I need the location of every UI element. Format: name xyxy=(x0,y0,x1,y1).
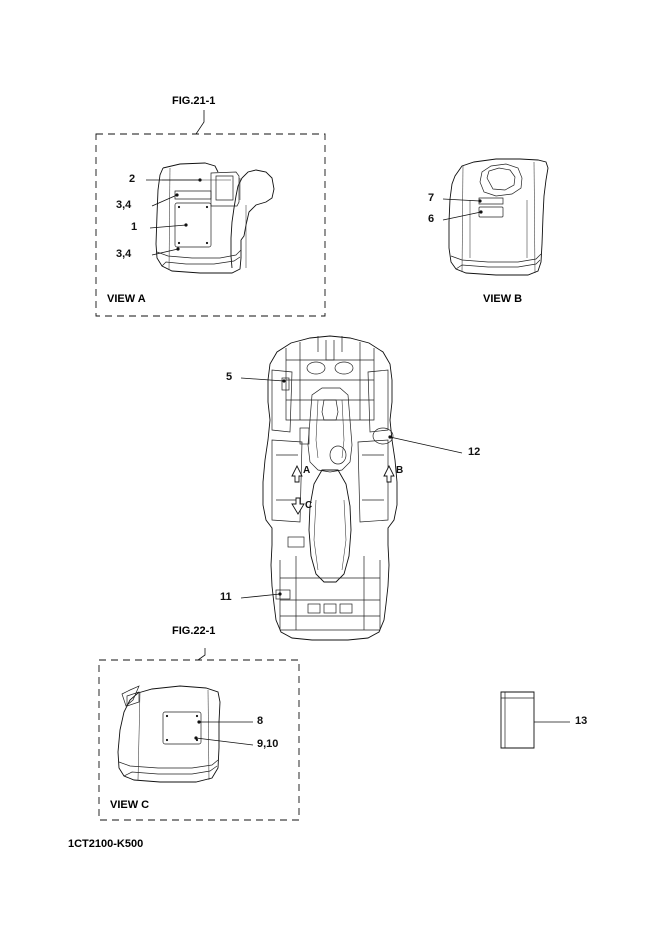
main-leaders xyxy=(241,378,462,598)
figure-label-fig22: FIG.22-1 xyxy=(172,625,216,637)
callout-1: 1 xyxy=(131,221,138,233)
view-label-c: VIEW C xyxy=(110,799,150,811)
view-a-leaders xyxy=(146,178,202,255)
view-marker-c-label: C xyxy=(305,500,313,511)
view-label-a: VIEW A xyxy=(107,293,146,305)
view-a-body-illustration xyxy=(156,163,274,273)
figure-label-fig21: FIG.21-1 xyxy=(172,95,216,107)
callout-8: 8 xyxy=(257,715,264,727)
view-label-b: VIEW B xyxy=(483,293,523,305)
part-13-illustration xyxy=(501,692,570,748)
callout-3-4-top: 3,4 xyxy=(116,199,132,211)
callout-9-10: 9,10 xyxy=(257,738,279,750)
sheet-part-number: 1CT2100-K500 xyxy=(68,838,144,850)
callout-12: 12 xyxy=(468,446,481,458)
view-marker-b-label: B xyxy=(396,465,404,476)
callout-7: 7 xyxy=(428,192,435,204)
view-marker-a-glyph xyxy=(292,466,302,482)
callout-6: 6 xyxy=(428,213,435,225)
view-marker-c-glyph xyxy=(292,498,304,514)
view-marker-b-glyph xyxy=(384,466,394,482)
callout-5: 5 xyxy=(226,371,233,383)
callout-13: 13 xyxy=(575,715,588,727)
callout-11: 11 xyxy=(220,591,232,603)
view-c-leaders xyxy=(194,720,253,745)
view-c-body-illustration xyxy=(118,686,220,782)
callout-3-4-bottom: 3,4 xyxy=(116,248,132,260)
view-b-body-illustration xyxy=(449,159,548,275)
callout-2: 2 xyxy=(129,173,136,185)
view-marker-a-label: A xyxy=(303,465,311,476)
